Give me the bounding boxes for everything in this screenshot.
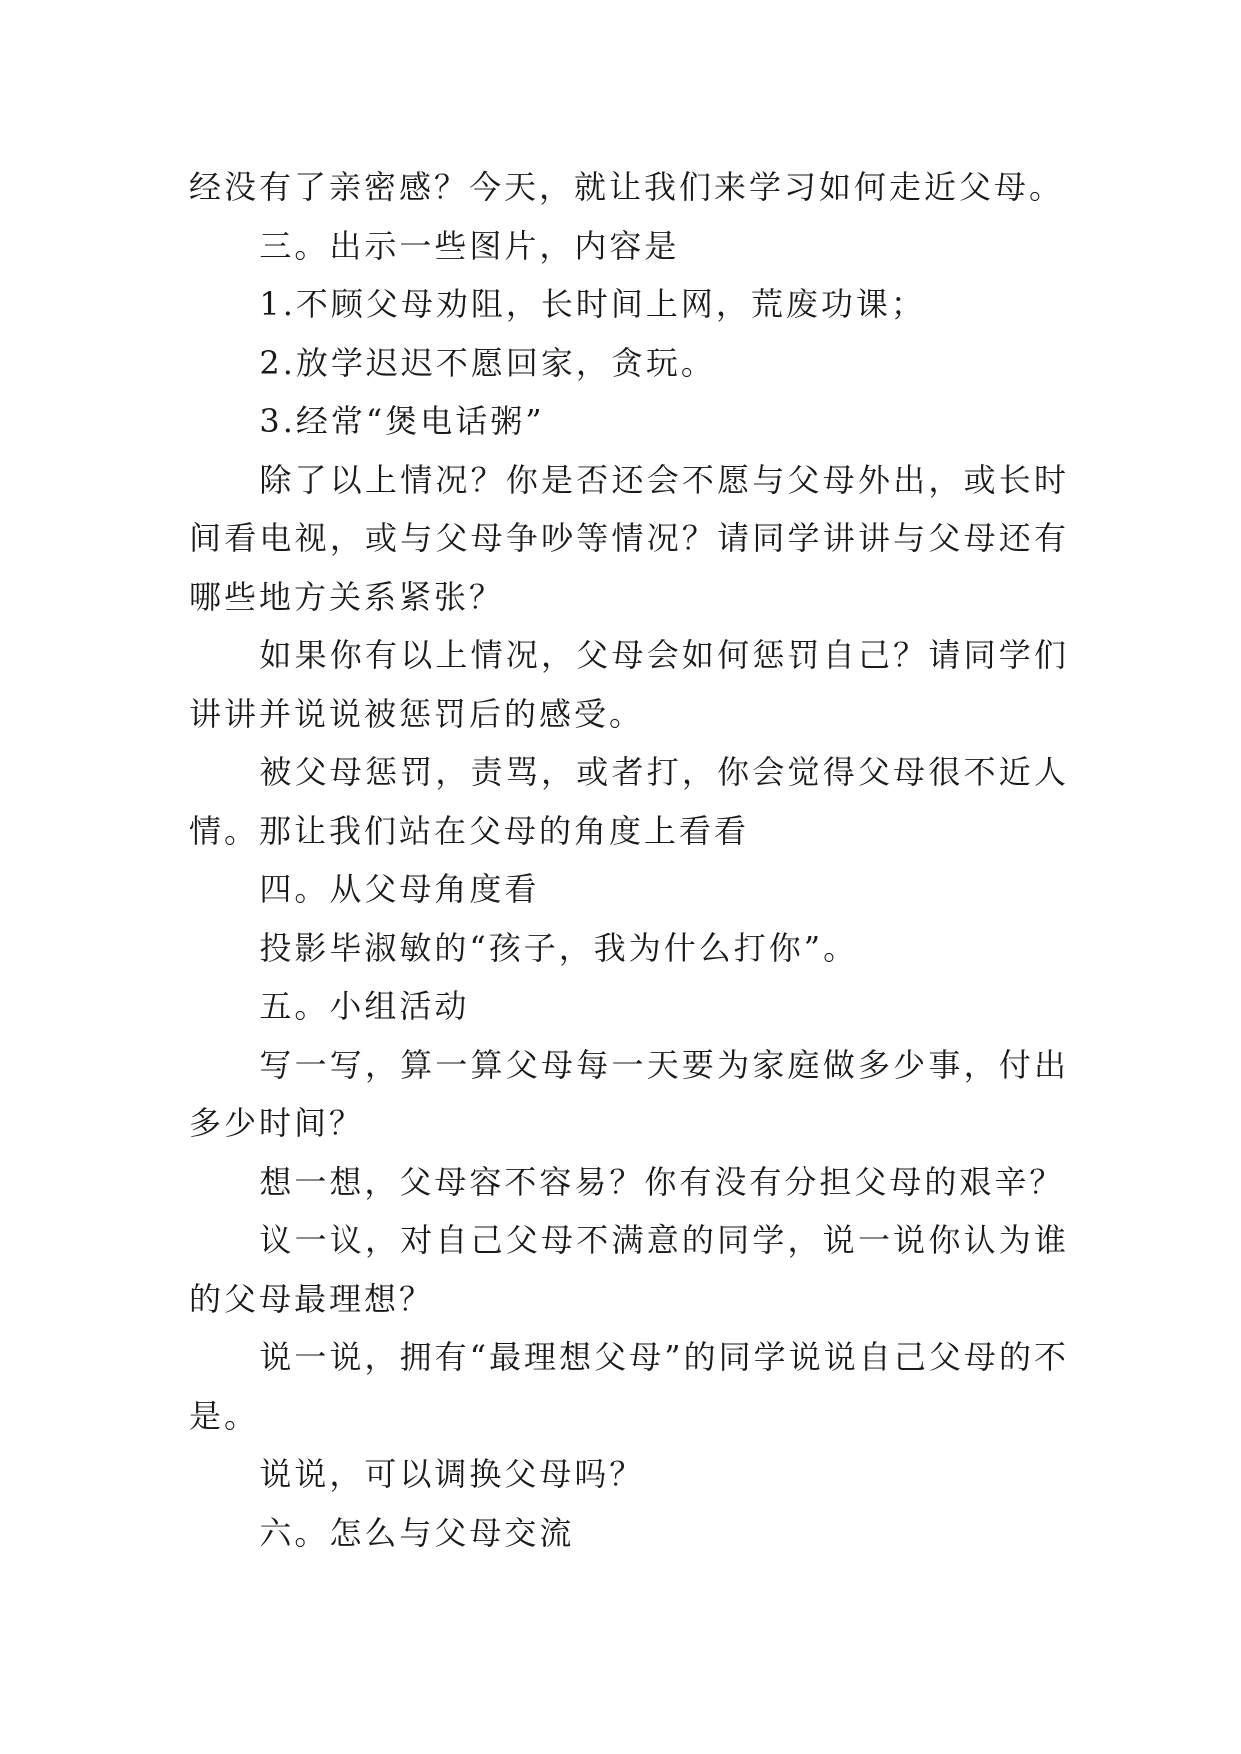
paragraph: 写一写，算一算父母每一天要为家庭做多少事，付出多少时间？: [189, 1045, 1069, 1142]
section-heading-three: 三。出示一些图片，内容是: [259, 226, 680, 265]
paragraph: 投影毕淑敏的“孩子，我为什么打你”。: [259, 928, 859, 967]
paragraph: 说说，可以调换父母吗？: [259, 1455, 645, 1493]
paragraph: 如果你有以上情况，父母会如何惩罚自己？请同学们讲讲并说说被惩罚后的感受。: [189, 636, 1069, 733]
paragraph: 议一议，对自己父母不满意的同学，说一说你认为谁的父母最理想？: [189, 1221, 1069, 1318]
paragraph-continuation: 经没有了亲密感？今天，就让我们来学习如何走近父母。: [189, 168, 1065, 206]
document-body: [189, 158, 1069, 1562]
section-heading-four: 四。从父母角度看: [259, 870, 540, 908]
paragraph: 被父母惩罚，责骂，或者打，你会觉得父母很不近人情。那让我们站在父母的角度上看看: [189, 753, 1069, 850]
section-heading-five: 五。小组活动: [259, 987, 470, 1025]
list-item-2: 2.放学迟迟不愿回家，贪玩。: [259, 343, 716, 382]
paragraph: 除了以上情况？你是否还会不愿与父母外出，或长时间看电视，或与父母争吵等情况？请同学讲讲与父母还有哪些地方关系紧张？: [189, 460, 1069, 616]
list-item-1: 1.不顾父母劝阻，长时间上网，荒废功课；: [259, 285, 926, 323]
paragraph: 想一想，父母容不容易？你有没有分担父母的艰辛？: [259, 1162, 1065, 1201]
paragraph: 说一说，拥有“最理想父母”的同学说说自己父母的不是。: [189, 1338, 1069, 1435]
section-heading-six: 六。怎么与父母交流: [259, 1513, 575, 1552]
list-item-3: 3.经常“煲电话粥”: [259, 402, 545, 440]
